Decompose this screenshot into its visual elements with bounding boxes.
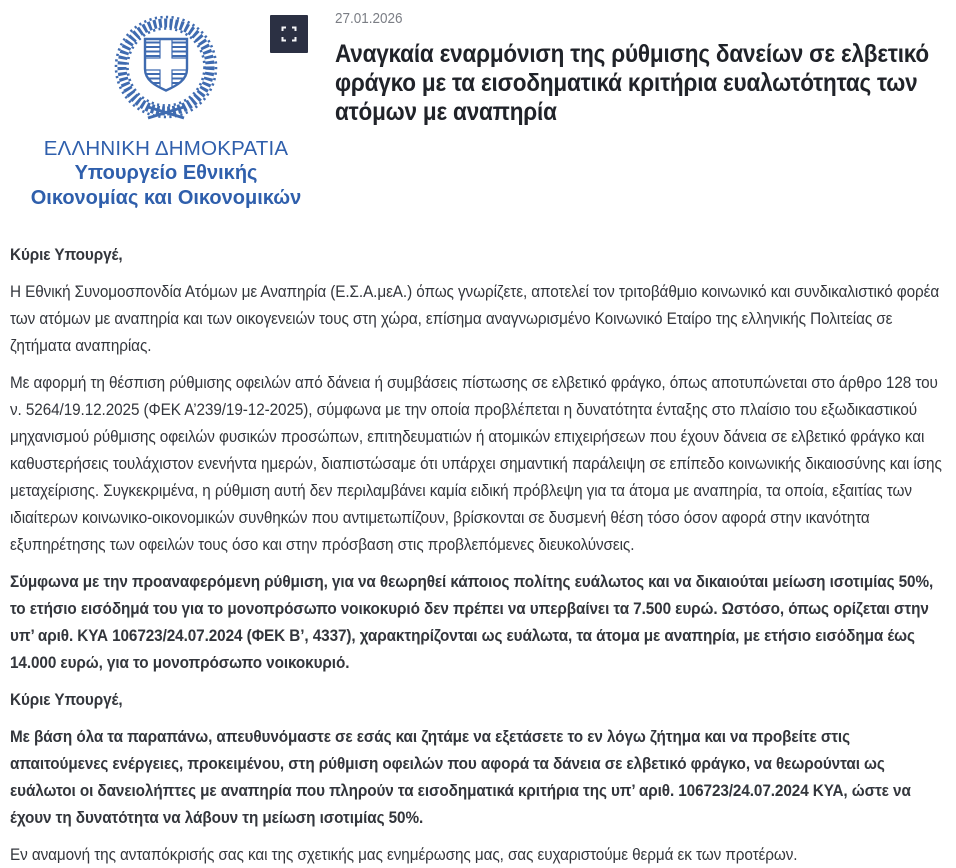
paragraph-request: Με βάση όλα τα παραπάνω, απευθυνόμαστε σε εσάς και ζητάμε να εξετάσετε το εν λόγω ζήτημα και να προβείτε στις απαιτούμενες ενέργειες, προκειμένου, στη ρύθμιση οφειλών που αφορά τα δάνεια σε ελβετικό φράγκο, να θεωρούνται ως ευάλωτοι οι δανειολήπτες με αναπηρία που πληρούν τα εισοδηματικά κριτήρια της υπ’ αριθ. 106723/24.07.2024 ΚΥΑ, ώστε να έχουν τη δυνατότητα να λάβουν τη μείωση ισοτιμίας 50%. bbox=[10, 727, 911, 827]
paragraph-income-criteria: Σύμφωνα με την προαναφερόμενη ρύθμιση, για να θεωρηθεί κάποιος πολίτης ευάλωτος και να δικαιούται μείωση ισοτιμίας 50%, το ετήσιο εισόδημά του για το μονοπρόσωπο νοικοκυριό δεν πρέπει να υπερβαίνει τα 7.500 ευρώ. Ωστόσο, όπως ορίζεται στην υπ’ αριθ. ΚΥΑ 106723/24.07.2024 (ΦΕΚ Β’, 4337), χαρακτηρίζονται ως ευάλωτα, τα άτομα με αναπηρία, με ετήσιο εισόδημα έως 14.000 ευρώ, για το μονοπρόσωπο νοικοκυριό. bbox=[10, 572, 934, 672]
salutation-second: Κύριε Υπουργέ, bbox=[10, 690, 123, 709]
paragraph-intro: Η Εθνική Συνομοσπονδία Ατόμων με Αναπηρία (Ε.Σ.Α.μεΑ.) όπως γνωρίζετε, αποτελεί τον τριτοβάθμιο κοινωνικό και συνδικαλιστικό φορέα των ατόμων με αναπηρία και των οικογενειών τους στη χώρα, επίσημα αναγνωρισμένο Κοινωνικό Εταίρο της ελληνικής Πολιτείας σε ζητήματα αναπηρίας. bbox=[10, 282, 940, 355]
page-title: Αναγκαία εναρμόνιση της ρύθμισης δανείων σε ελβετικό φράγκο με τα εισοδηματικά κριτήρια ευαλωτότητας των ατόμων με αναπηρία bbox=[335, 40, 929, 126]
ministry-logo bbox=[10, 8, 322, 211]
greek-coat-of-arms-icon bbox=[100, 14, 232, 128]
paragraph-regulation: Με αφορμή τη θέσπιση ρύθμισης οφειλών από δάνεια ή συμβάσεις πίστωσης σε ελβετικό φράγκο, όπως αποτυπώνεται στο άρθρο 128 του ν. 5264/19.12.2025 (ΦΕΚ Α’239/19-12-2025), σύμφωνα με την οποία προβλέπεται η δυνατότητα ένταξης στο πλαίσιο του εξωδικαστικού μηχανισμού ρύθμισης οφειλών φυσικών προσώπων, επιτηδευματιών ή ατομικών επιχειρήσεων που έχουν δάνεια σε ελβετικό φράγκο και καθυστερήσεις τουλάχιστον ενενήντα ημερών, διαπιστώσαμε ότι υπάρχει σημαντική παράλειψη σε επίπεδο κοινωνικής δικαιοσύνης και ίσης μεταχείρισης. Συγκεκριμένα, η ρύθμιση αυτή δεν περιλαμβάνει καμία ειδική πρόβλεψη για τα άτομα με αναπηρία, τα οποία, εξαιτίας των ιδιαίτερων κοινωνικο-οικονομικών συνθηκών που αντιμετωπίζουν, βρίσκονται σε δυσμενή θέση τόσο όσον αφορά στην ικανότητα εξυπηρέτησης των οφειλών τους όσο και στην πρόσβαση στις προβλεπόμενες διευκολύνσεις. bbox=[10, 373, 942, 554]
article-date: 27.01.2026 bbox=[335, 10, 403, 27]
logo-ministry-line-1: Υπουργείο Εθνικής bbox=[74, 162, 258, 184]
logo-ministry-line-2: Οικονομίας και Οικονομικών bbox=[30, 187, 302, 209]
paragraph-closing: Εν αναμονή της ανταπόκρισής σας και της σχετικής μας ενημέρωσης μας, σας ευχαριστούμε θερμά εκ των προτέρων. bbox=[10, 845, 798, 864]
fullscreen-expand-icon bbox=[279, 24, 299, 44]
salutation-first: Κύριε Υπουργέ, bbox=[10, 245, 123, 264]
letter-body bbox=[10, 241, 946, 868]
logo-org-name: ΕΛΛΗΝΙΚΗ ΔΗΜΟΚΡΑΤΙΑ bbox=[43, 137, 289, 160]
article-header bbox=[10, 8, 946, 211]
fullscreen-expand-button[interactable] bbox=[270, 15, 308, 53]
